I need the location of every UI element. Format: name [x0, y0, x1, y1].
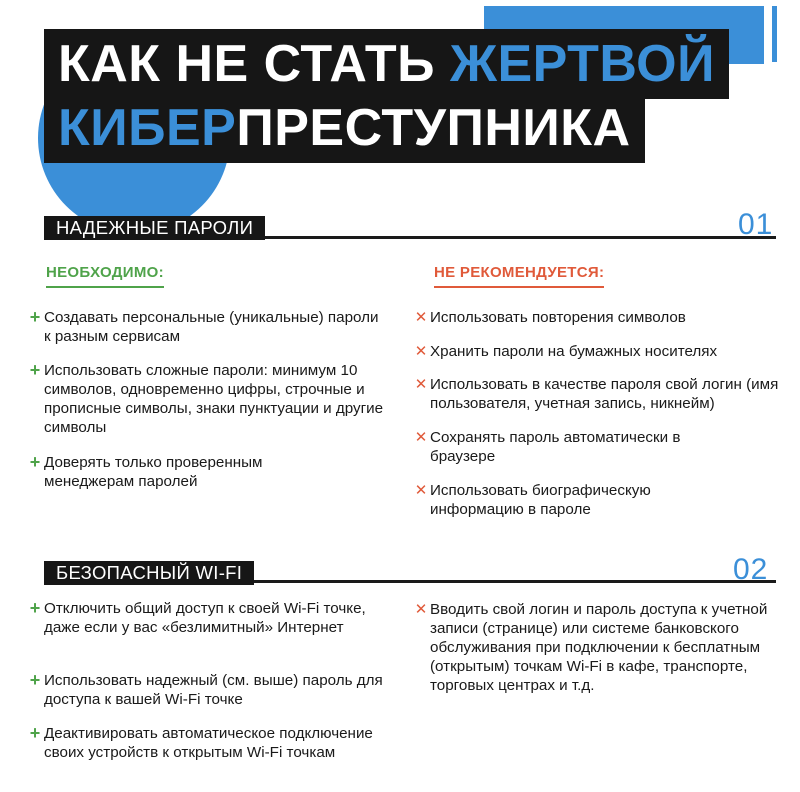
list-item-text: Отключить общий доступ к своей Wi-Fi точке, даже если у вас «безлимитный» Интернет — [44, 600, 366, 636]
title-line-2 — [44, 93, 645, 163]
not-recommended-heading: НЕ РЕКОМЕНДУЕТСЯ: — [434, 264, 604, 288]
list-item — [414, 308, 784, 327]
list-item — [28, 724, 408, 762]
list-item — [414, 428, 734, 466]
title-line-1 — [44, 29, 729, 99]
plus-icon: + — [29, 452, 41, 472]
cross-icon: ✕ — [414, 482, 428, 499]
plus-icon: + — [29, 360, 41, 380]
plus-icon: + — [29, 598, 41, 618]
required-heading: НЕОБХОДИМО: — [46, 264, 164, 288]
list-item — [414, 375, 796, 413]
list-item — [414, 600, 780, 695]
list-item — [28, 453, 328, 491]
cross-icon: ✕ — [414, 376, 428, 393]
plus-icon: + — [29, 723, 41, 743]
list-item-text: Использовать сложные пароли: минимум 10 символов, одновременно цифры, строчные и прописные символы, знаки пунктуации и другие символы — [44, 362, 384, 436]
plus-icon: + — [29, 670, 41, 690]
list-item — [28, 671, 388, 709]
plus-icon: + — [29, 307, 41, 327]
list-item-text: Создавать персональные (уникальные) пароли к разным сервисам — [44, 309, 379, 345]
cross-icon: ✕ — [414, 429, 428, 446]
list-item — [28, 599, 378, 637]
list-item-text: Использовать в качестве пароля свой логин (имя пользователя, учетная запись, никнейм) — [430, 376, 779, 412]
list-item-text: Использовать биографическую информацию в пароле — [430, 482, 651, 518]
section-2-number: 02 — [733, 553, 769, 586]
list-item — [28, 361, 398, 437]
section-1-number: 01 — [738, 208, 774, 241]
list-item-text: Деактивировать автоматическое подключение своих устройств к открытым Wi-Fi точкам — [44, 725, 373, 761]
list-item — [414, 481, 714, 519]
list-item-text: Доверять только проверенным менеджерам паролей — [44, 454, 263, 490]
list-item-text: Хранить пароли на бумажных носителях — [430, 343, 718, 360]
list-item-text: Сохранять пароль автоматически в браузере — [430, 429, 681, 465]
section-1-header: НАДЕЖНЫЕ ПАРОЛИ — [44, 216, 265, 240]
list-item — [28, 308, 388, 346]
title-part: КАК НЕ СТАТЬ — [58, 35, 450, 93]
list-item-text: Использовать повторения символов — [430, 309, 686, 326]
cross-icon: ✕ — [414, 309, 428, 326]
section-2-header: БЕЗОПАСНЫЙ WI-FI — [44, 561, 254, 585]
title-part: ПРЕСТУПНИКА — [236, 99, 631, 157]
header-decor-stripe — [772, 6, 777, 62]
title-part-highlight: КИБЕР — [58, 99, 237, 157]
list-item-text: Вводить свой логин и пароль доступа к учетной записи (странице) или системе банковского обслуживания при подключении к бесплатным (открытым) точкам Wi-Fi в кафе, транспорте, торговых центрах и т.д. — [430, 601, 768, 694]
list-item — [414, 342, 784, 361]
list-item-text: Использовать надежный (см. выше) пароль для доступа к вашей Wi-Fi точке — [44, 672, 383, 708]
title-part-highlight: ЖЕРТВОЙ — [449, 35, 715, 93]
cross-icon: ✕ — [414, 343, 428, 360]
cross-icon: ✕ — [414, 601, 428, 618]
